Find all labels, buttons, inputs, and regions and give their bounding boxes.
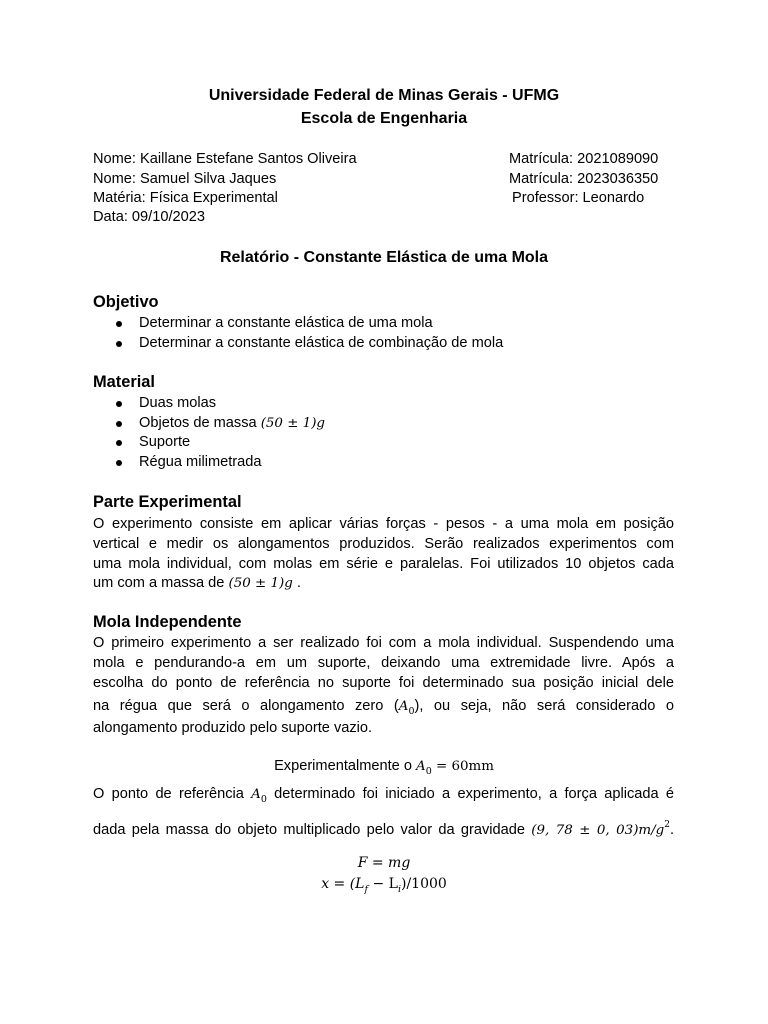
paragraph-line: escolha do ponto de referência no suporte foi determinado sua posição inicial dele — [93, 674, 674, 691]
material-list — [114, 394, 325, 473]
list-item: Régua milimetrada — [114, 453, 325, 473]
mass-formula: (50 ± 1)g — [260, 415, 325, 431]
list-item: Suporte — [114, 433, 325, 453]
list-item: Duas molas — [114, 394, 325, 414]
section-heading-parte-experimental: Parte Experimental — [93, 493, 242, 511]
paragraph-line: vertical e medir os alongamentos produzidos. Serão realizados experimentos com — [93, 535, 674, 552]
paragraph-line: O experimento consiste em aplicar várias forças - pesos - a uma mola em posição — [93, 516, 674, 532]
info-name-2: Nome: Samuel Silva Jaques — [93, 171, 277, 187]
parte-experimental-paragraph — [93, 515, 674, 594]
paragraph-text: dada pela massa do objeto multiplicado pelo valor da gravidade — [93, 822, 525, 838]
info-matricula-2: Matrícula: 2023036350 — [509, 171, 659, 187]
university-title: Universidade Federal de Minas Gerais - UFMG — [208, 87, 560, 104]
report-title: Relatório - Constante Elástica de uma Mola — [219, 249, 549, 266]
paragraph-line — [93, 574, 674, 594]
a0-formula: $A_0 = 60mm$ — [416, 759, 494, 777]
a0-symbol: $A_0$ — [251, 787, 267, 805]
equation-elongation: $x = (L_f - L_i)/1000$ — [321, 876, 447, 895]
info-matricula-1: Matrícula: 2021089090 — [509, 151, 659, 167]
paragraph-text: um com a massa de — [93, 575, 225, 592]
paragraph-period: . — [669, 822, 674, 838]
list-item: Determinar a constante elástica de combinação de mola — [114, 334, 503, 354]
section-heading-mola-independente: Mola Independente — [93, 613, 242, 631]
paragraph-line: mola e pendurando-a em um suporte, deixando uma extremidade livre. Após a — [93, 654, 674, 671]
list-item — [114, 414, 325, 434]
info-data: Data: 09/10/2023 — [93, 209, 205, 225]
list-item-text: Objetos de massa — [139, 414, 257, 431]
paragraph-text: ), ou seja, não será considerado o — [414, 698, 674, 715]
objetivo-list — [114, 314, 503, 353]
section-heading-objetivo: Objetivo — [93, 293, 159, 311]
equation-force: F = mg — [357, 855, 411, 871]
paragraph-period: . — [296, 575, 301, 592]
paragraph-line: uma mola individual, com molas em série e paralelas. Foi utilizados 10 objetos cada — [93, 555, 674, 572]
info-materia: Matéria: Física Experimental — [93, 190, 278, 206]
paragraph-line — [93, 785, 674, 810]
paragraph-line: alongamento produzido pelo suporte vazio. — [93, 720, 373, 737]
experimental-text: Experimentalmente o — [274, 758, 412, 774]
mola-independente-paragraph — [93, 634, 674, 739]
info-professor: Professor: Leonardo — [512, 190, 645, 206]
mass-formula: (50 ± 1)g — [228, 576, 293, 592]
a0-symbol: $A_0$ — [398, 699, 415, 718]
list-item: Determinar a constante elástica de uma mola — [114, 314, 503, 334]
paragraph-text: O ponto de referência — [93, 786, 244, 802]
experimental-a0-line — [0, 758, 768, 777]
paragraph-line: O primeiro experimento a ser realizado foi com a mola individual. Suspendendo uma — [93, 635, 674, 651]
paragraph-text: determinado foi iniciado a experimento, a força aplicada é — [274, 786, 674, 802]
gravity-formula: (9, 78 ± 0, $03)m/g^2$ — [531, 820, 670, 838]
info-name-1: Nome: Kaillane Estefane Santos Oliveira — [93, 151, 357, 167]
paragraph-text: na régua que será o alongamento zero ( — [93, 698, 399, 715]
section-heading-material: Material — [93, 373, 155, 391]
paragraph-line — [93, 810, 674, 846]
reference-paragraph — [93, 785, 674, 846]
school-title: Escola de Engenharia — [300, 110, 468, 127]
paragraph-line — [93, 693, 674, 719]
